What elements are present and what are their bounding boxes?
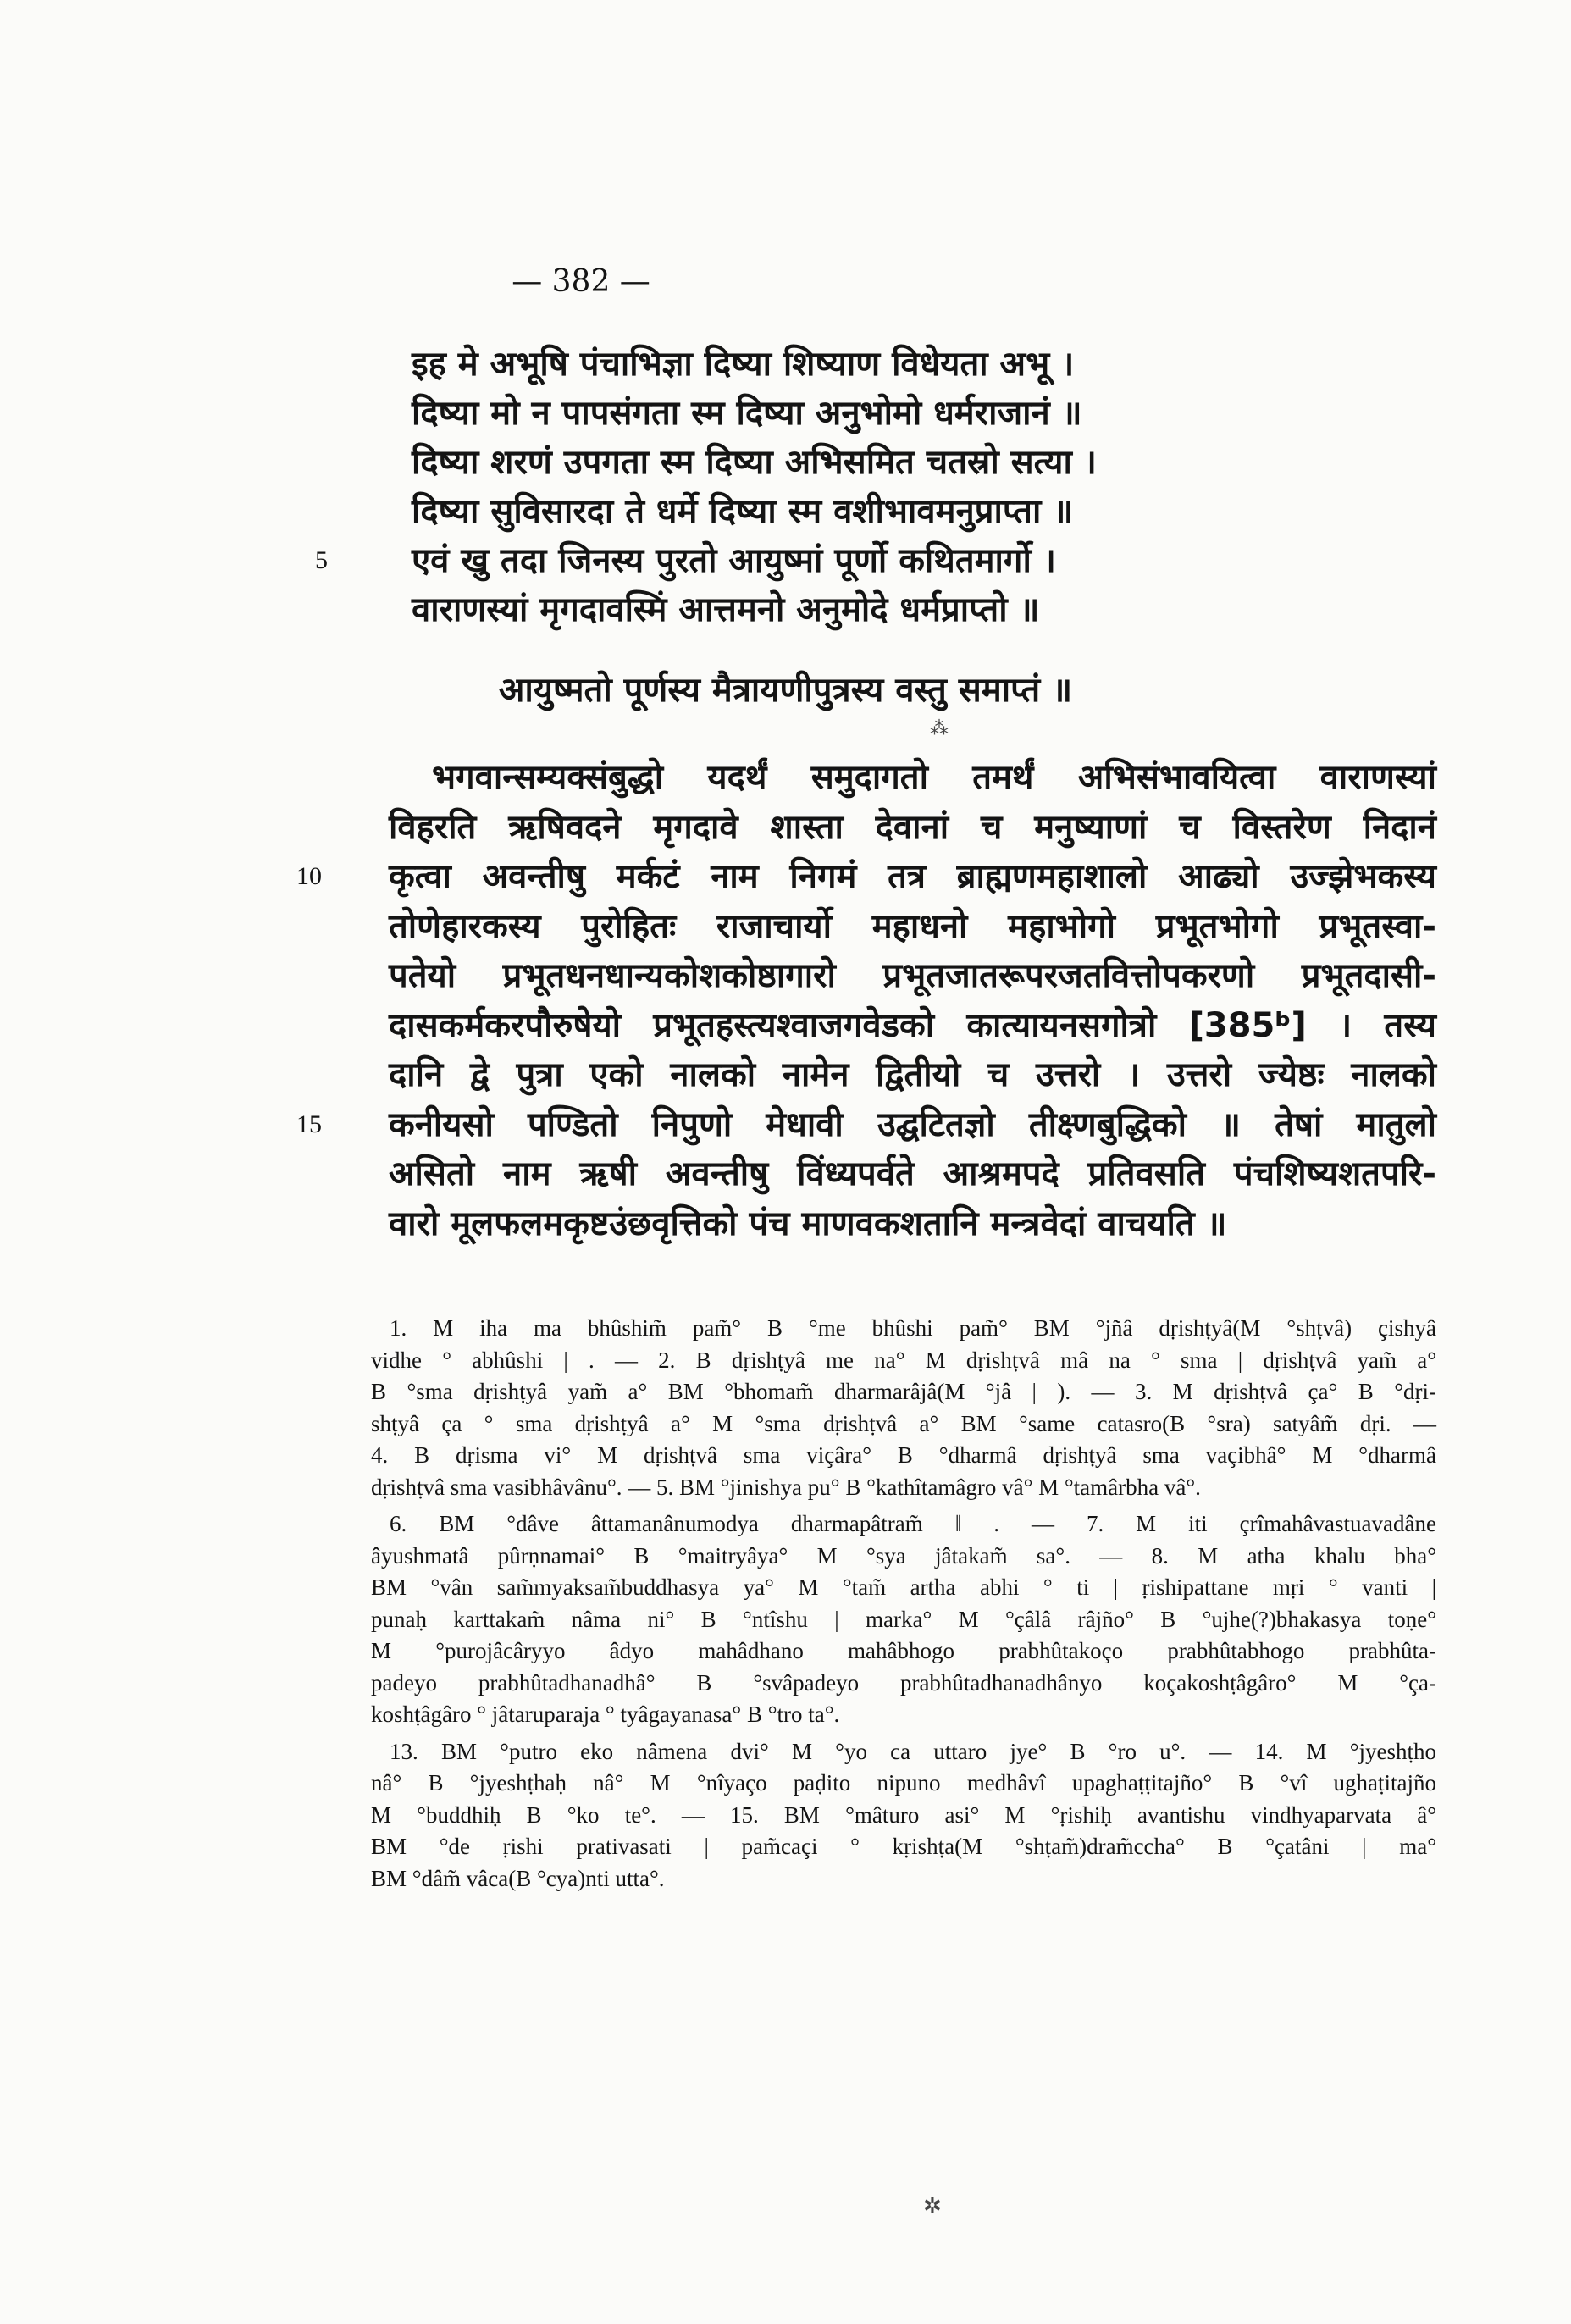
footnote-line: BM °vân sam̃myaksam̃buddhasya ya° M °tam̃ artha abhi ° ti | ṛishipattane mṛi ° vanti |	[371, 1574, 1436, 1600]
footnote-line: âyushmatâ pûrṇnamai° B °maitryâya° M °sya jâtakam̃ sa°. — 8. M atha khalu bha°	[371, 1542, 1436, 1569]
footnote-line: vidhe ° abhûshi | . — 2. B dṛishṭyâ me na° M dṛishṭvâ mâ na ° sma | dṛishṭvâ yam̃ a°	[371, 1347, 1436, 1373]
footnote-line: 1. M iha ma bhûshim̃ pam̃° B °me bhûshi pam̃° BM °jñâ dṛishṭyâ(M °shṭvâ) çishyâ	[390, 1315, 1436, 1341]
line-number: 5	[315, 546, 328, 574]
footnote-line: BM °de ṛishi prativasati | pam̃caçi ° kṛishṭa(M °shṭam̃)dram̃ccha° B °çatâni | ma°	[371, 1834, 1436, 1859]
printer-ornament-icon: ⁂	[930, 718, 949, 739]
line-number: 15	[296, 1109, 322, 1138]
footnote-line: M °purojâcâryyo âdyo mahâdhano mahâbhogo prabhûtakoço prabhûtabhogo prabhûta-	[371, 1638, 1436, 1663]
prose-line: पतेयो प्रभूतधनधान्यकोशकोष्ठागारो प्रभूतजातरूपरजतवित्तोपकरणो प्रभूतदासी-	[389, 956, 1436, 995]
prose-line: दानि द्वे पुत्रा एको नालको नामेन द्वितीयो च उत्तरो । उत्तरो ज्येष्ठः नालको	[389, 1055, 1436, 1094]
verse-line: एवं खु तदा जिनस्य पुरतो आयुष्मां पूर्णो कथितमार्गो ।	[412, 541, 1056, 580]
prose-line: तोणेहारकस्य पुरोहितः राजाचार्यो महाधनो महाभोगो प्रभूतभोगो प्रभूतस्वा-	[389, 906, 1436, 946]
footnote-line: 4. B dṛisma vi° M dṛishṭvâ sma viçâra° B °dharmâ dṛishṭyâ sma vaçibhâ° M °dharmâ	[371, 1442, 1436, 1468]
prose-line: दासकर्मकरपौरुषेयो प्रभूतहस्त्यश्वाजगवेडको कात्यायनसगोत्रो [385ᵇ] । तस्य	[389, 1005, 1436, 1045]
verse-line: वाराणस्यां मृगदावस्मिं आत्तमनो अनुमोदे धर्मप्राप्तो ॥	[412, 590, 1040, 629]
footnote-line: dṛishṭvâ sma vasibhâvânu°. — 5. BM °jinishya pu° B °kathîtamâgro vâ° M °tamârbha vâ°.	[371, 1474, 1201, 1500]
verse-line: दिष्या शरणं उपगता स्म दिष्या अभिसमित चतस्रो सत्या ।	[412, 443, 1097, 482]
prose-line: भगवान्सम्यक्संबुद्धो यदर्थं समुदागतो तमर्थं अभिसंभावयित्वा वाराणस्यां	[432, 758, 1436, 797]
page-number: — 382 —	[512, 264, 650, 299]
prose-line: वारो मूलफलमकृष्टउंछवृत्तिको पंच माणवकशतानि मन्त्रवेदां वाचयति ॥	[389, 1204, 1227, 1243]
prose-line: कनीयसो पण्डितो निपुणो मेधावी उद्घटितज्ञो तीक्ष्णबुद्धिको ॥ तेषां मातुलो	[389, 1104, 1436, 1144]
footnote-line: 6. BM °dâve âttamanânumodya dharmapâtram̃ ‖ . — 7. M iti çrîmahâvastuavadâne	[390, 1511, 1436, 1536]
footnote-line: 13. BM °putro eko nâmena dvi° M °yo ca uttaro jye° B °ro u°. — 14. M °jyeshṭho	[390, 1738, 1436, 1764]
footnote-line: B °sma dṛishṭyâ yam̃ a° BM °bhomam̃ dharmarâjâ(M °jâ | ). — 3. M dṛishṭvâ ça° B °dṛi-	[371, 1379, 1436, 1404]
prose-line: विहरति ऋषिवदने मृगदावे शास्ता देवानां च मनुष्याणां च विस्तरेण निदानं	[389, 807, 1436, 847]
line-number: 10	[296, 862, 322, 890]
footnote-line: koshṭâgâro ° jâtaruparaja ° tyâgayanasa° B °tro ta°.	[371, 1702, 840, 1727]
colophon: आयुष्मतो पूर्णस्य मैत्रायणीपुत्रस्य वस्तु समाप्तं ॥	[498, 671, 1073, 710]
footnote-line: BM °dâm̃ vâca(B °cya)nti utta°.	[371, 1865, 665, 1891]
footnote-line: M °buddhiḥ B °ko te°. — 15. BM °mâturo asi° M °ṛishiḥ avantishu vindhyaparvata â°	[371, 1801, 1436, 1828]
prose-line: कृत्वा अवन्तीषु मर्कटं नाम निगमं तत्र ब्राह्मणमहाशालो आढ्यो उज्झेभकस्य	[389, 857, 1436, 896]
verse-line: दिष्या सुविसारदा ते धर्मे दिष्या स्म वशीभावमनुप्राप्ता ॥	[412, 492, 1074, 531]
tailpiece-ornament-icon: ✲	[923, 2194, 942, 2219]
footnote-line: shṭyâ ça ° sma dṛishṭyâ a° M °sma dṛishṭvâ a° BM °same catasro(B °sra) satyâm̃ dṛi. —	[371, 1410, 1436, 1436]
footnote-line: padeyo prabhûtadhanadhâ° B °svâpadeyo prabhûtadhanadhânyo koçakoshṭâgâro° M °ça-	[371, 1669, 1436, 1696]
verse-line: दिष्या मो न पापसंगता स्म दिष्या अनुभोमो धर्मराजानं ॥	[412, 394, 1082, 433]
footnote-line: punaḥ karttakam̃ nâma ni° B °ntîshu | marka° M °çâlâ râjño° B °ujhe(?)bhakasya toṇe°	[371, 1606, 1436, 1632]
prose-line: असितो नाम ऋषी अवन्तीषु विंध्यपर्वते आश्रमपदे प्रतिवसति पंचशिष्यशतपरि-	[389, 1154, 1436, 1193]
footnote-line: nâ° B °jyeshṭhaḥ nâ° M °nîyaço paḍito nipuno medhâvî upaghaṭṭitajño° B °vî ughaṭitajño	[371, 1770, 1436, 1796]
verse-line: इह मे अभूषि पंचाभिज्ञा दिष्या शिष्याण विधेयता अभू ।	[412, 345, 1075, 384]
